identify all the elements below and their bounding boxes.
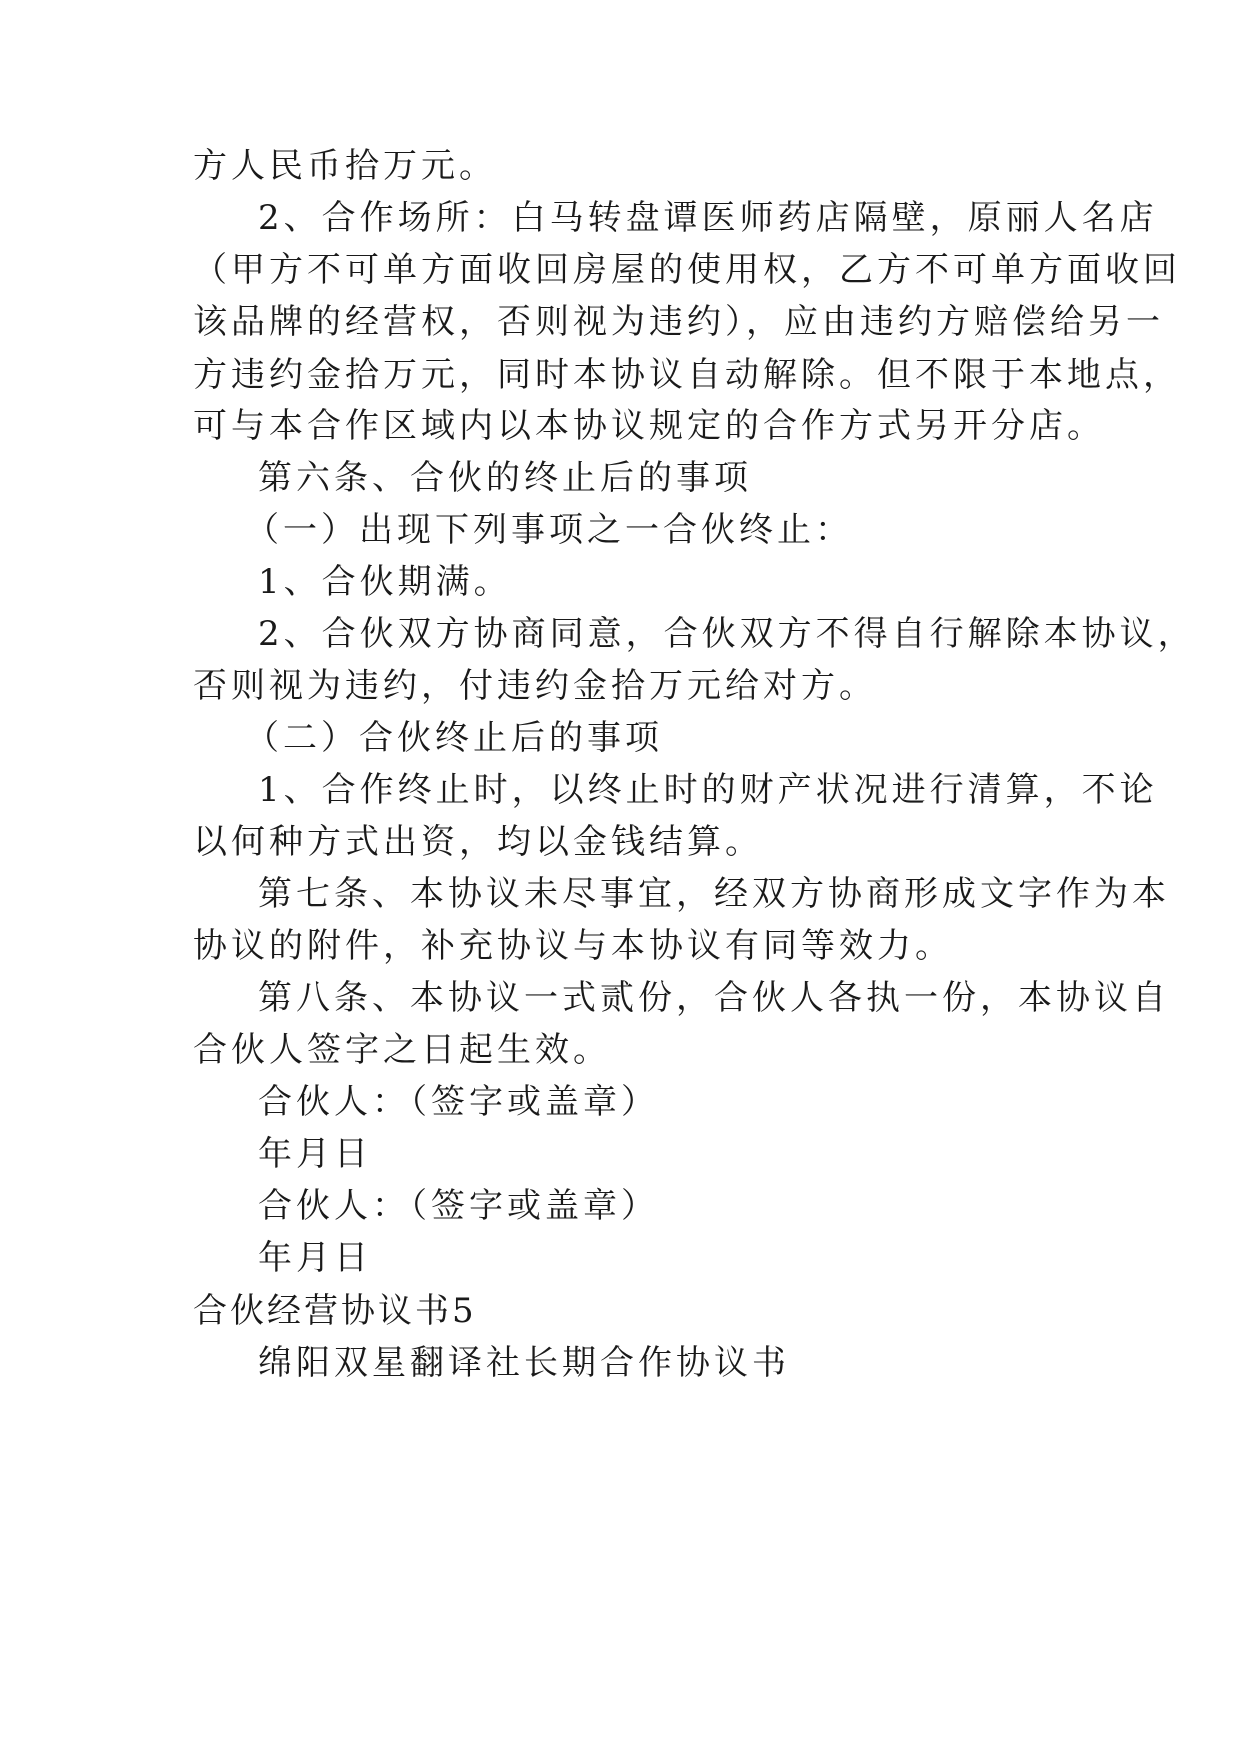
date-label: 年月日 xyxy=(258,1238,372,1278)
paragraph-line: 第八条、本协议一式贰份，合伙人各执一份，本协议自 xyxy=(258,978,1170,1018)
paragraph-line: 第七条、本协议未尽事宜，经双方协商形成文字作为本 xyxy=(258,874,1170,914)
document-title: 合伙经营协议书5 xyxy=(193,1291,477,1331)
subsection-heading: （二）合伙终止后的事项 xyxy=(245,718,663,758)
paragraph-line: 否则视为违约，付违约金拾万元给对方。 xyxy=(193,666,877,706)
paragraph-line: 2、合伙双方协商同意，合伙双方不得自行解除本协议， xyxy=(258,614,1196,654)
subsection-heading: （一）出现下列事项之一合伙终止： xyxy=(245,510,853,550)
paragraph-line: 协议的附件，补充协议与本协议有同等效力。 xyxy=(193,926,953,966)
paragraph-line: 方人民币拾万元。 xyxy=(193,146,497,186)
paragraph-line: 该品牌的经营权，否则视为违约），应由违约方赔偿给另一 xyxy=(193,302,1164,342)
paragraph-line: 以何种方式出资，均以金钱结算。 xyxy=(193,822,763,862)
paragraph-line: 可与本合作区域内以本协议规定的合作方式另开分店。 xyxy=(193,406,1105,446)
paragraph-line: 2、合作场所：白马转盘谭医师药店隔壁，原丽人名店 xyxy=(258,198,1158,238)
paragraph-line: 合伙人签字之日起生效。 xyxy=(193,1030,611,1070)
section-heading: 第六条、合伙的终止后的事项 xyxy=(258,458,752,498)
document-subtitle: 绵阳双星翻译社长期合作协议书 xyxy=(258,1343,790,1383)
paragraph-line: 1、合伙期满。 xyxy=(258,562,512,602)
signature-label: 合伙人：（签字或盖章） xyxy=(258,1186,659,1226)
paragraph-line: 1、合作终止时，以终止时的财产状况进行清算，不论 xyxy=(258,770,1158,810)
paragraph-line: 方违约金拾万元，同时本协议自动解除。但不限于本地点， xyxy=(193,355,1181,395)
signature-label: 合伙人：（签字或盖章） xyxy=(258,1082,659,1122)
paragraph-line: （甲方不可单方面收回房屋的使用权，乙方不可单方面收回 xyxy=(193,250,1181,290)
date-label: 年月日 xyxy=(258,1134,372,1174)
